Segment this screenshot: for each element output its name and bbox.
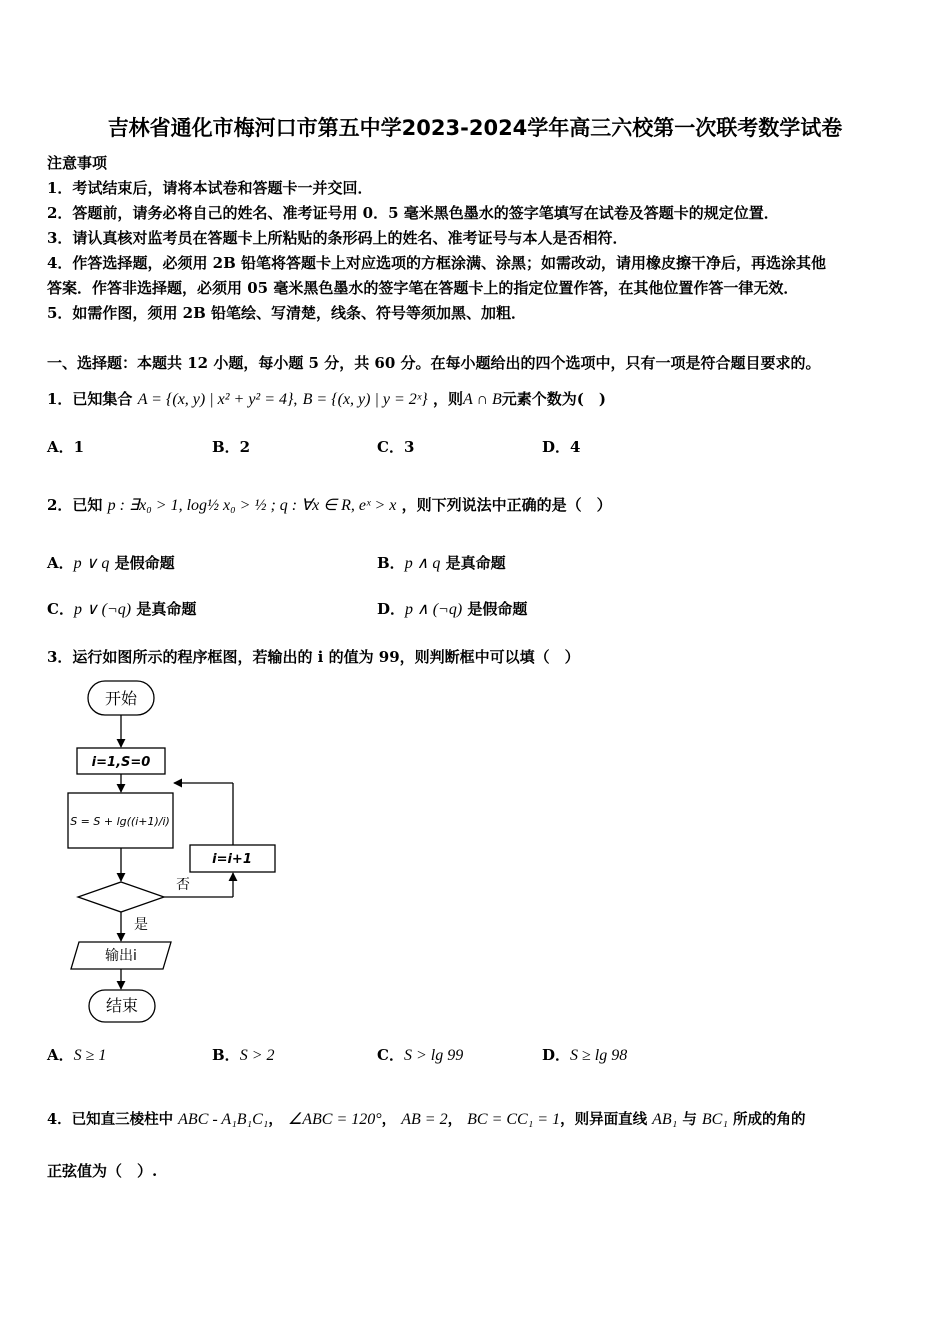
- q4-with: 与: [682, 1111, 697, 1128]
- option-math: S ≥ 1: [73, 1047, 107, 1064]
- section-heading: 一、选择题：本题共 12 小题，每小题 5 分，共 60 分。在每小题给出的四个选项中，只有一项是符合题目要求的。: [47, 354, 821, 372]
- q3-option-d: [542, 1044, 627, 1065]
- option-text: 是假命题: [114, 554, 175, 572]
- q1-set-a: A = {(x, y) | x² + y² = 4}: [137, 391, 294, 408]
- start-label: 开始: [104, 689, 138, 708]
- option-label: C．: [47, 600, 74, 618]
- notice-item: 1．考试结束后，请将本试卷和答题卡一并交回．: [47, 179, 373, 197]
- question-1: [47, 388, 606, 409]
- notice-item: 2．答题前，请务必将自己的姓名、准考证号用 0．5 毫米黑色墨水的签字笔填写在试卷及答题卡的规定位置．: [47, 204, 779, 222]
- notice-item: 5．如需作图，须用 2B 铅笔绘、写清楚，线条、符号等须加黑、加粗．: [47, 304, 526, 322]
- q1-tail-pre: ，则: [432, 390, 463, 408]
- option-math: p ∧ q: [404, 555, 441, 572]
- q2-tail: ，则下列说法中正确的是（ ）: [401, 496, 612, 514]
- q2-option-c: [47, 598, 196, 619]
- decision-diamond: [78, 882, 164, 912]
- q1-tail: 元素个数为( ): [501, 390, 606, 408]
- q4-line2: BC₁: [701, 1111, 728, 1128]
- q1-prefix: 1．已知集合: [47, 390, 133, 408]
- option-label: A．: [47, 554, 74, 572]
- q2-option-a: [47, 552, 175, 573]
- option-math: p ∨ (¬q): [73, 601, 132, 618]
- q4-ab: AB = 2: [401, 1111, 448, 1128]
- q2-option-d: [377, 598, 527, 619]
- q1-option-a: A．1: [47, 438, 85, 456]
- option-label: C．: [377, 1046, 404, 1064]
- q2-expr: p : ∃x₀ > 1, log½ x₀ > ½ ; q : ∀x ∈ R, eˣ > x: [107, 497, 397, 514]
- option-label: B．: [377, 554, 405, 572]
- option-math: S > 2: [239, 1047, 275, 1064]
- q3-option-b: [212, 1044, 274, 1065]
- process-label: S = S + lg((i+1)/i): [70, 815, 170, 828]
- page-title: 吉林省通化市梅河口市第五中学2023-2024学年高三六校第一次联考数学试卷: [107, 116, 843, 140]
- q4-tail: 所成的角的: [732, 1111, 806, 1128]
- question-2: [47, 494, 612, 515]
- notice-item: 答案．作答非选择题，必须用 05 毫米黑色墨水的签字笔在答题卡上的指定位置作答，在其他位置作答一律无效．: [47, 279, 799, 297]
- notice-heading: 注意事项: [47, 154, 108, 172]
- q1-sep: ,: [293, 391, 298, 408]
- no-label: 否: [176, 877, 190, 893]
- option-label: A．: [47, 1046, 74, 1064]
- q4-prefix: 4．已知直三棱柱中: [47, 1111, 174, 1128]
- option-math: p ∨ q: [73, 555, 110, 572]
- option-text: 是真命题: [136, 600, 197, 618]
- option-text: 是真命题: [445, 554, 506, 572]
- option-math: S ≥ lg 98: [570, 1047, 628, 1064]
- option-math: S > lg 99: [403, 1047, 464, 1064]
- init-label: i=1,S=0: [91, 755, 151, 770]
- option-math: p ∧ (¬q): [405, 601, 463, 618]
- output-label: 输出i: [105, 948, 137, 964]
- q2-prefix: 2．已知: [47, 496, 103, 514]
- increment-label: i=i+1: [212, 852, 252, 867]
- q4-line1: AB₁: [652, 1111, 678, 1128]
- q2-option-b: [377, 552, 506, 573]
- notice-item: 3．请认真核对监考员在答题卡上所粘贴的条形码上的姓名、准考证号与本人是否相符．: [47, 229, 628, 247]
- notice-item: 4．作答选择题，必须用 2B 铅笔将答题卡上对应选项的方框涂满、涂黑；如需改动，请用橡皮擦干净后，再选涂其他: [47, 254, 827, 272]
- q3-option-a: [47, 1044, 106, 1065]
- flowchart: [60, 675, 290, 1030]
- end-label: 结束: [105, 996, 139, 1015]
- option-label: D．: [377, 600, 406, 618]
- q1-set-b: B = {(x, y) | y = 2ˣ}: [302, 391, 428, 408]
- option-label: D．: [542, 1046, 571, 1064]
- q1-option-d: D．4: [542, 438, 581, 456]
- yes-label: 是: [134, 917, 148, 933]
- option-text: 是假命题: [467, 600, 528, 618]
- q4-continuation: 正弦值为（ ）.: [47, 1162, 158, 1180]
- q4-mid: ，则异面直线: [560, 1111, 648, 1128]
- q1-option-b: B．2: [212, 438, 251, 456]
- q4-angle: ∠ABC = 120°: [287, 1111, 382, 1128]
- q4-bc: BC = CC₁ = 1: [467, 1111, 561, 1128]
- option-label: B．: [212, 1046, 240, 1064]
- q1-option-c: C．3: [377, 438, 415, 456]
- question-3: 3．运行如图所示的程序框图，若输出的 i 的值为 99，则判断框中可以填（ ）: [47, 648, 580, 666]
- question-4: 4．已知直三棱柱中 ABC - A₁B₁C₁， ∠ABC = 120°， AB = 2， BC = CC₁ = 1，则异面直线 AB₁ 与 BC₁ 所成的角的: [47, 1111, 806, 1128]
- q3-option-c: [377, 1044, 463, 1065]
- q4-prism: ABC - A₁B₁C₁: [178, 1111, 269, 1128]
- q1-expr: A ∩ B: [462, 391, 502, 408]
